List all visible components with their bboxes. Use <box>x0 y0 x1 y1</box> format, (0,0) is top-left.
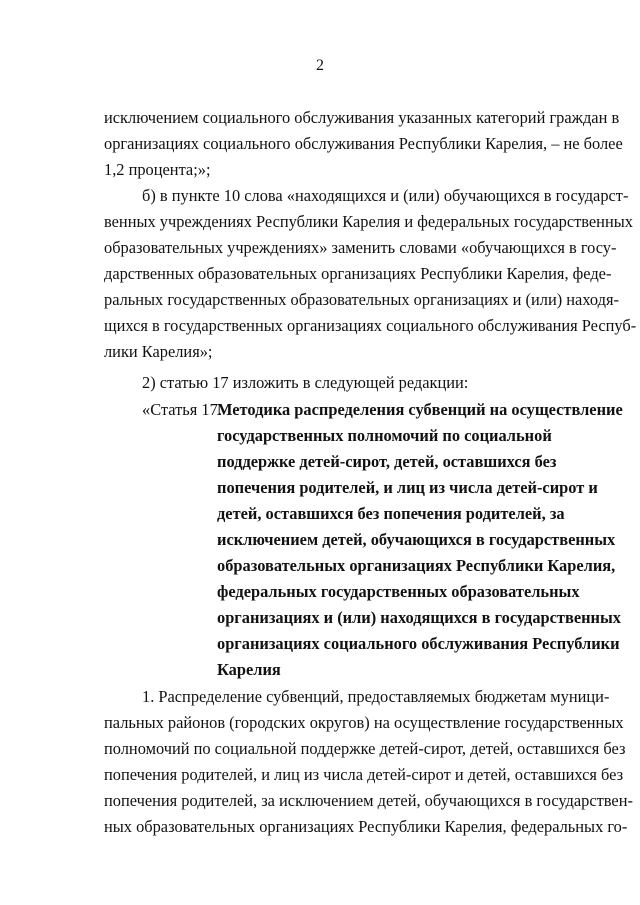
paragraph-line: венных учреждениях Республики Карелия и федеральных государственных <box>104 212 633 231</box>
article-heading-line: Методика распределения субвенций на осуществление <box>217 400 623 419</box>
article-heading-line: попечения родителей, и лиц из числа детей-сирот и <box>217 478 598 497</box>
article-heading-line: государственных полномочий по социальной <box>217 426 552 445</box>
paragraph-line: 1. Распределение субвенций, предоставляемых бюджетам муници- <box>142 687 610 706</box>
paragraph-line: дарственных образовательных организациях Республики Карелия, феде- <box>104 264 612 283</box>
article-heading-line: организациях социального обслуживания Республики <box>217 634 620 653</box>
paragraph-line: организациях социального обслуживания Республики Карелия, – не более <box>104 134 623 153</box>
article-heading-line: образовательных организациях Республики Карелия, <box>217 556 616 575</box>
article-heading-line: поддержке детей-сирот, детей, оставшихся без <box>217 452 557 471</box>
paragraph-line: б) в пункте 10 слова «находящихся и (или) обучающихся в государст- <box>142 186 629 205</box>
paragraph-line: попечения родителей, и лиц из числа детей-сирот и детей, оставшихся без <box>104 765 624 784</box>
paragraph-line: образовательных учреждениях» заменить словами «обучающихся в госу- <box>104 238 617 257</box>
article-heading-line: организациях и (или) находящихся в государственных <box>217 608 621 627</box>
paragraph-line: щихся в государственных организациях социального обслуживания Респуб- <box>104 316 637 335</box>
paragraph-line: лики Карелия»; <box>104 342 213 361</box>
article-heading-line: федеральных государственных образовательных <box>217 582 580 601</box>
article-heading-prefix: «Статья 17. <box>142 400 222 419</box>
paragraph-line: полномочий по социальной поддержке детей-сирот, детей, оставшихся без <box>104 739 626 758</box>
page-number: 2 <box>316 57 324 74</box>
paragraph-line: попечения родителей, за исключением детей, обучающихся в государствен- <box>104 791 633 810</box>
article-heading-line: Карелия <box>217 660 281 679</box>
paragraph-line: исключением социального обслуживания указанных категорий граждан в <box>104 108 620 127</box>
paragraph-line: 2) статью 17 изложить в следующей редакции: <box>142 373 469 392</box>
article-heading-line: исключением детей, обучающихся в государственных <box>217 530 616 549</box>
paragraph-line: ных образовательных организациях Республики Карелия, федеральных го- <box>104 817 628 836</box>
paragraph-line: пальных районов (городских округов) на осуществление государственных <box>104 713 624 732</box>
paragraph-line: ральных государственных образовательных организациях и (или) находя- <box>104 290 619 309</box>
paragraph-line: 1,2 процента;»; <box>104 160 211 179</box>
article-heading-line: детей, оставшихся без попечения родителей, за <box>217 504 565 523</box>
